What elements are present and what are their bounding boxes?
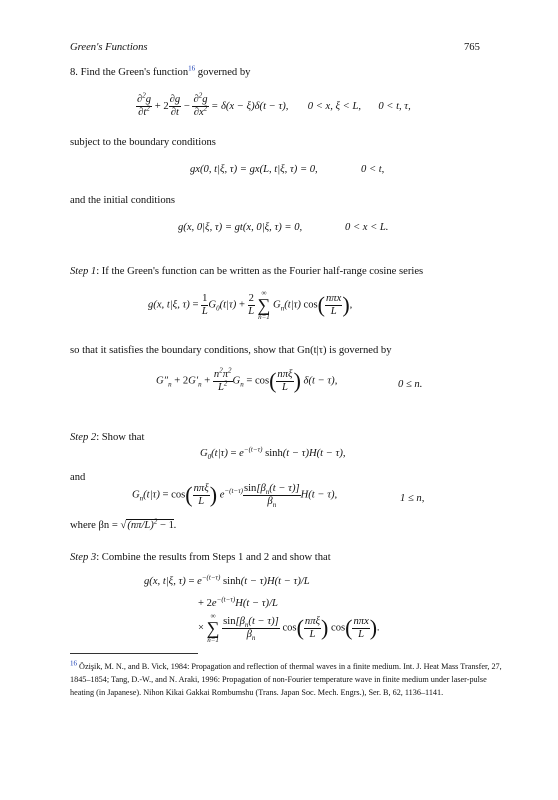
step1-after: so that it satisfies the boundary conditions, show that Gn(t|τ) is governed by [70,345,392,356]
step3-label: Step 3 [70,552,97,563]
ic-text: and the initial conditions [70,195,176,206]
equation-governing: $\frac{\partial^2g}{\partial t^2}$ + 2 $\frac{\partial g}{\partial t}$ − $\frac{\partial^2g}{\partial x^2}$ = δ(x − ξ)δ(t − τ), 0 < x, ξ < L, 0 < t, τ, [137,91,411,118]
footnote-mark: 16 [70,659,77,668]
step2-where: where $\beta n = √(n\pi/L)^2 - 1$. [70,517,177,531]
bc-condition: 0 < t, [361,164,385,175]
bc-text: subject to the boundary conditions [70,137,216,148]
problem-intro-text: Find the Green's function [80,67,189,78]
footnote [70,660,510,699]
equation-final-line3: × ∞ ∑ n=1 $\frac{\sin[\beta_n(t - \tau)]}{\beta_n}$ cos( $\frac{\text{nπξ}}{L}$ ) cos( $\frac{\text{nπx}}{L}$ ). [198,612,380,644]
equation-gn-ode: $G''_n + 2G'_n$ + $\frac{n^2\pi^2}{L^2}$ $G_n = \cos$( $\frac{\text{nπξ}}{L}$ ) δ(t − τ), [156,365,338,393]
running-header-title: Green's Functions [70,42,148,53]
problem-intro-end: governed by [197,67,251,78]
footnote-rule [70,653,198,654]
step2-label: Step 2 [70,432,97,443]
step1-condition: 0 ≤ n. [398,379,423,390]
step1-label: Step 1 [70,266,97,277]
problem-number: 8. [70,67,78,78]
equation-final-line2: + $2e^{-(t-\tau)}H(t - \tau)/L$ [198,595,278,609]
step1-text: : If the Green's function can be written as the Fourier half-range cosine series [96,266,424,277]
equation-g0: $G_0(t|\tau) = e^{-(t-\tau)}$ sinh(t − τ)H(t − τ), [200,445,346,462]
step3-paragraph [70,552,331,563]
page-number: 765 [464,42,480,53]
where-label: where βn = [70,520,118,531]
step2-and: and [70,472,86,483]
step2-condition: 1 ≤ n, [400,493,425,504]
step2-text: : Show that [96,432,145,443]
equation-final-line1: g(x, t|ξ, $\tau) = e^{-(t-\tau)}$ sinh(t − τ)H(t − τ)/L [144,573,310,587]
step3-text: : Combine the results from Steps 1 and 2 and show that [96,552,331,563]
eq1-cond2: 0 < t, τ, [378,100,411,112]
footnote-ref[interactable]: 16 [188,64,196,73]
problem-intro [70,64,251,78]
ic-equation: g(x, 0|ξ, τ) = gt(x, 0|ξ, τ) = 0, [178,222,303,233]
step2-paragraph [70,432,144,443]
footnote-text: Özişik, M. N., and B. Vick, 1984: Propagation and reflection of thermal waves in a finite medium. Int. J. Heat Mass Transfer, 27, 1845–1854; Tang, D.-W., and N. Araki, 1996: Propagation of non-Fourier temperature wave in finite medium under laser-pulse heating (in Japanese). Nihon Kikai Gakkai Rombumshu (Trans. Japan Soc. Mech. Engrs.), Ser. B, 62, 1136–1141. [70,662,502,697]
ic-condition: 0 < x < L. [345,222,389,233]
equation-gn: $G_n(t|\tau) = \cos$( $\frac{\text{nπξ}}{L}$ ) $e^{-(t-\tau)}$ $\frac{\sin[\beta_n(t - \tau)]}{\beta_n}$ H(t − τ), [132,482,338,509]
step1-paragraph [70,266,423,277]
equation-cosine-series: g(x, t|ξ, τ) = $\frac{1}{L}$ $G_0(t|\tau)$ + $\frac{2}{L}$ ∞ ∑ n=1 $G_n(t|\tau)$ cos( $\frac{\text{nπx}}{L}$ ), [148,289,353,321]
eq1-cond1: 0 < x, ξ < L, [307,100,362,112]
bc-equation: gx(0, t|ξ, τ) = gx(L, t|ξ, τ) = 0, [190,164,318,175]
eq1-rhs: = δ(x − ξ)δ(t − τ), [211,100,289,112]
